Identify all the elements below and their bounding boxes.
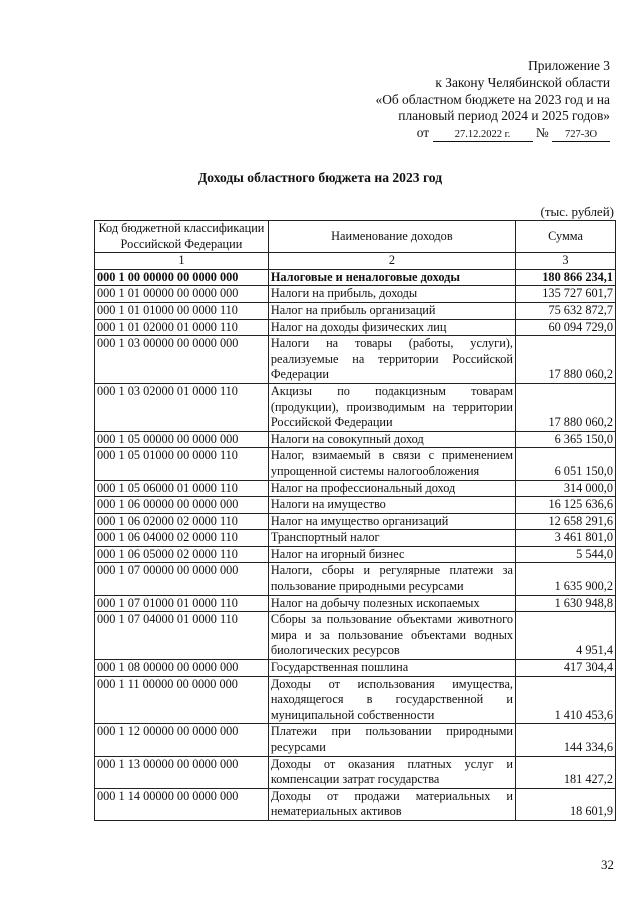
row-code: 000 1 14 00000 00 0000 000 <box>95 788 269 820</box>
law-date-number <box>310 125 610 142</box>
law-reference: к Закону Челябинской области <box>435 74 610 90</box>
row-sum: 16 125 636,6 <box>515 497 615 514</box>
column-number-1: 1 <box>95 253 269 270</box>
row-name: Налоги на прибыль, доходы <box>268 286 515 303</box>
row-code: 000 1 05 06000 01 0000 110 <box>95 480 269 497</box>
document-title: Доходы областного бюджета на 2023 год <box>197 170 443 185</box>
table-body <box>95 269 616 820</box>
column-number-3: 3 <box>515 253 615 270</box>
table-row <box>95 431 616 448</box>
row-sum: 1 635 900,2 <box>515 563 615 595</box>
row-code: 000 1 05 00000 00 0000 000 <box>95 431 269 448</box>
table-row <box>95 563 616 595</box>
row-sum: 417 304,4 <box>515 660 615 677</box>
row-name: Налог на профессиональный доход <box>268 480 515 497</box>
income-table <box>94 220 616 821</box>
row-sum: 6 365 150,0 <box>515 431 615 448</box>
table-row <box>95 530 616 547</box>
table-row <box>95 756 616 788</box>
table-row <box>95 724 616 756</box>
row-name: Платежи при пользовании природными ресурсами <box>268 724 515 756</box>
row-code: 000 1 12 00000 00 0000 000 <box>95 724 269 756</box>
row-sum: 12 658 291,6 <box>515 513 615 530</box>
row-code: 000 1 08 00000 00 0000 000 <box>95 660 269 677</box>
row-sum: 17 880 060,2 <box>515 383 615 431</box>
row-name: Доходы от продажи материальных и нематериальных активов <box>268 788 515 820</box>
row-code: 000 1 06 05000 02 0000 110 <box>95 546 269 563</box>
row-sum: 3 461 801,0 <box>515 530 615 547</box>
from-label: от <box>416 125 430 141</box>
appendix-number: Приложение 3 <box>528 58 610 73</box>
row-name: Государственная пошлина <box>268 660 515 677</box>
row-code: 000 1 13 00000 00 0000 000 <box>95 756 269 788</box>
row-sum: 4 951,4 <box>515 612 615 660</box>
row-name: Доходы от использования имущества, находящегося в государственной и муниципальной собственности <box>268 676 515 724</box>
row-name: Налог на имущество организаций <box>268 513 515 530</box>
table-row <box>95 383 616 431</box>
row-name: Налоги на совокупный доход <box>268 431 515 448</box>
table-row <box>95 788 616 820</box>
row-code: 000 1 06 02000 02 0000 110 <box>95 513 269 530</box>
row-sum: 5 544,0 <box>515 546 615 563</box>
table-row <box>95 269 616 286</box>
row-sum: 18 601,9 <box>515 788 615 820</box>
row-sum: 181 427,2 <box>515 756 615 788</box>
row-name: Налоговые и неналоговые доходы <box>268 269 515 286</box>
row-sum: 17 880 060,2 <box>515 336 615 384</box>
header-name: Наименование доходов <box>268 221 515 253</box>
row-sum: 75 632 872,7 <box>515 302 615 319</box>
row-code: 000 1 01 01000 00 0000 110 <box>95 302 269 319</box>
row-sum: 144 334,6 <box>515 724 615 756</box>
table-row <box>95 286 616 303</box>
row-name: Налоги на товары (работы, услуги), реализуемые на территории Российской Федерации <box>268 336 515 384</box>
row-code: 000 1 06 00000 00 0000 000 <box>95 497 269 514</box>
column-number-2: 2 <box>268 253 515 270</box>
table-row <box>95 546 616 563</box>
row-code: 000 1 07 00000 00 0000 000 <box>95 563 269 595</box>
row-sum: 314 000,0 <box>515 480 615 497</box>
row-name: Налог на прибыль организаций <box>268 302 515 319</box>
row-name: Налог, взимаемый в связи с применением упрощенной системы налогообложения <box>268 448 515 480</box>
number-label: № <box>535 125 549 141</box>
law-title-line-1: «Об областном бюджете на 2023 год и на <box>375 91 610 107</box>
table-row <box>95 448 616 480</box>
row-code: 000 1 07 01000 01 0000 110 <box>95 595 269 612</box>
table-row <box>95 660 616 677</box>
row-name: Налог на доходы физических лиц <box>268 319 515 336</box>
table-row <box>95 513 616 530</box>
table-row <box>95 336 616 384</box>
row-code: 000 1 06 04000 02 0000 110 <box>95 530 269 547</box>
row-sum: 135 727 601,7 <box>515 286 615 303</box>
table-row <box>95 480 616 497</box>
row-sum: 180 866 234,1 <box>515 269 615 286</box>
row-name: Сборы за пользование объектами животного мира и за пользование объектами водных биологических ресурсов <box>268 612 515 660</box>
header-code: Код бюджетной классификации Российской Федерации <box>95 221 269 253</box>
table-header-row <box>95 221 616 253</box>
law-title-line-2: плановый период 2024 и 2025 годов» <box>398 108 610 124</box>
row-code: 000 1 01 00000 00 0000 000 <box>95 286 269 303</box>
row-sum: 6 051 150,0 <box>515 448 615 480</box>
column-number-row <box>95 253 616 270</box>
table-row <box>95 612 616 660</box>
row-name: Налоги на имущество <box>268 497 515 514</box>
table-row <box>95 319 616 336</box>
row-name: Акцизы по подакцизным товарам (продукции), производимым на территории Российской Федерации <box>268 383 515 431</box>
header-sum: Сумма <box>515 221 615 253</box>
row-name: Налог на игорный бизнес <box>268 546 515 563</box>
row-code: 000 1 05 01000 00 0000 110 <box>95 448 269 480</box>
row-code: 000 1 01 02000 01 0000 110 <box>95 319 269 336</box>
table-row <box>95 497 616 514</box>
row-sum: 60 094 729,0 <box>515 319 615 336</box>
law-number: 727-ЗО <box>552 128 610 142</box>
page-number: 32 <box>601 857 614 872</box>
row-code: 000 1 03 02000 01 0000 110 <box>95 383 269 431</box>
units-note: (тыс. рублей) <box>540 204 614 219</box>
row-sum: 1 630 948,8 <box>515 595 615 612</box>
row-name: Налоги, сборы и регулярные платежи за пользование природными ресурсами <box>268 563 515 595</box>
row-code: 000 1 07 04000 01 0000 110 <box>95 612 269 660</box>
row-code: 000 1 03 00000 00 0000 000 <box>95 336 269 384</box>
row-name: Транспортный налог <box>268 530 515 547</box>
table-row <box>95 595 616 612</box>
law-date: 27.12.2022 г. <box>433 128 533 142</box>
row-sum: 1 410 453,6 <box>515 676 615 724</box>
row-name: Доходы от оказания платных услуг и компенсации затрат государства <box>268 756 515 788</box>
row-name: Налог на добычу полезных ископаемых <box>268 595 515 612</box>
table-row <box>95 676 616 724</box>
appendix-header <box>310 58 610 142</box>
table-row <box>95 302 616 319</box>
row-code: 000 1 00 00000 00 0000 000 <box>95 269 269 286</box>
row-code: 000 1 11 00000 00 0000 000 <box>95 676 269 724</box>
